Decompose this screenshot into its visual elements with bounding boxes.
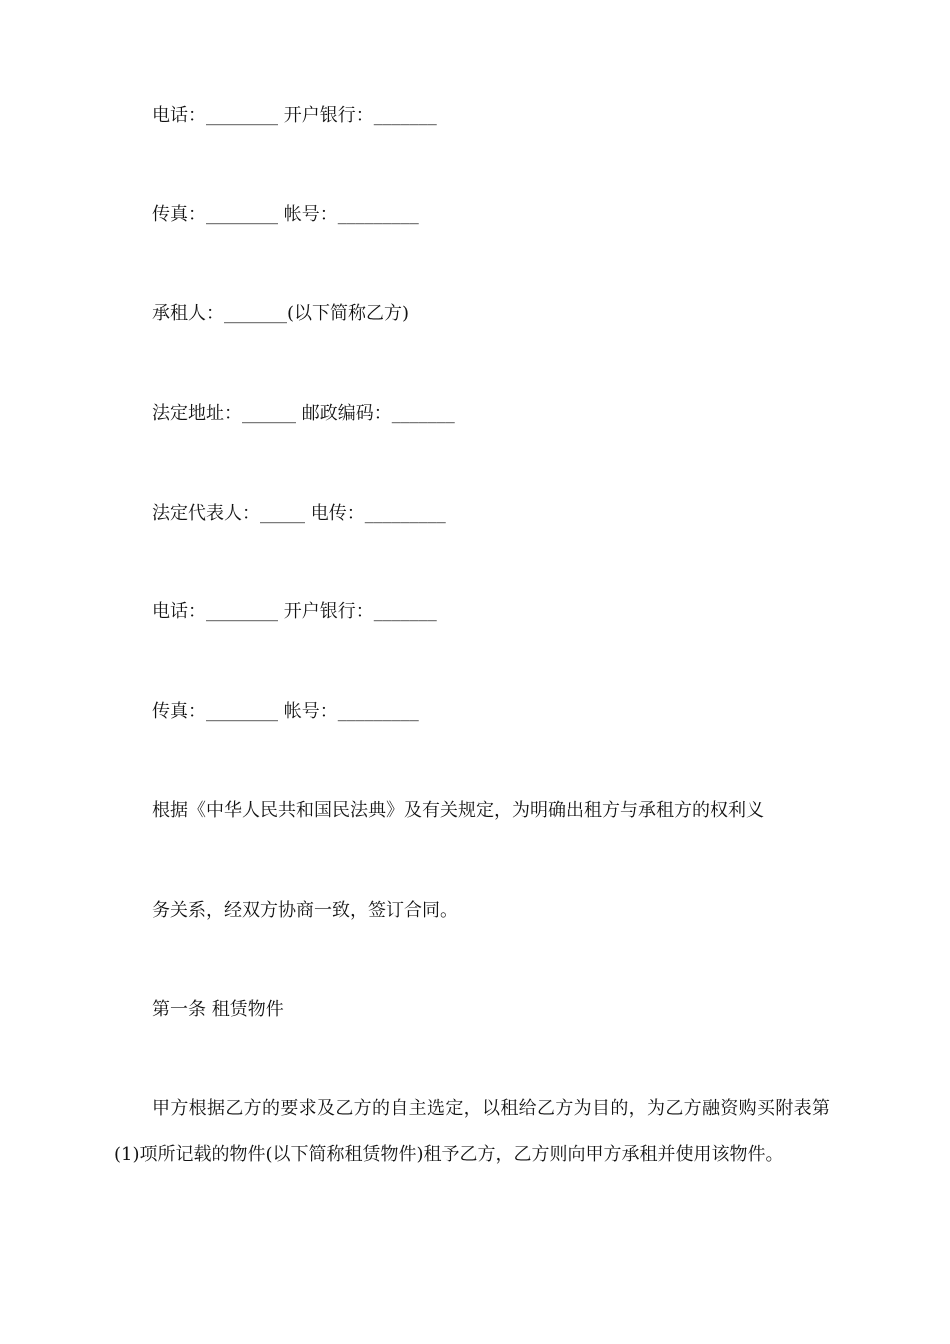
article-1-heading: 第一条 租赁物件 [152,999,284,1020]
lessor-fax-account-line: 传真：________ 帐号：_________ [152,204,419,225]
preamble-line-1: 根据《中华人民共和国民法典》及有关规定，为明确出租方与承租方的权利义 [152,800,764,821]
preamble-line-2: 务关系，经双方协商一致，签订合同。 [152,900,458,921]
lessee-fax-account-line: 传真：________ 帐号：_________ [152,701,419,722]
lessee-phone-bank-line: 电话：________ 开户银行：_______ [152,601,437,622]
legal-address-postcode-line: 法定地址：______ 邮政编码：_______ [152,403,455,424]
lessee-line: 承租人：_______(以下简称乙方) [152,303,410,324]
legal-rep-telex-line: 法定代表人：_____ 电传：_________ [152,503,446,524]
article-1-body: 甲方根据乙方的要求及乙方的自主选定，以租给乙方为目的，为乙方融资购买附表第(1)项所记载的物件(以下简称租赁物件)租予乙方，乙方则向甲方承租并使用该物件。 [114,1098,830,1165]
lessor-phone-bank-line: 电话：________ 开户银行：_______ [152,105,437,126]
